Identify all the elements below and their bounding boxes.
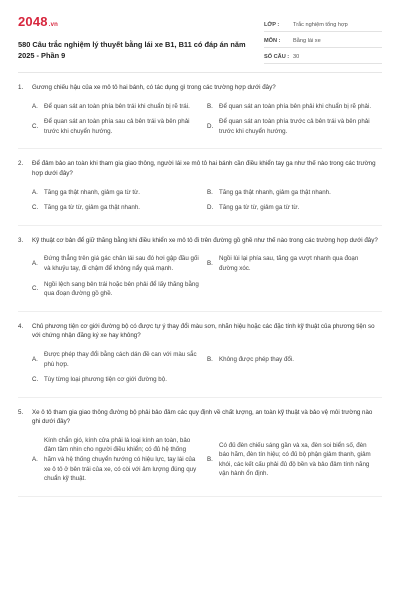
meta-row-subject [264, 32, 382, 48]
meta-key: MÔN : [264, 38, 281, 44]
question-1 [18, 73, 382, 149]
logo-text: 2048 [18, 14, 48, 29]
question-5 [18, 398, 382, 497]
logo-suffix: .vn [48, 22, 59, 28]
meta-key: SỐ CÂU : [264, 54, 290, 60]
option-letter: B. [207, 260, 213, 268]
question-number: 1. [18, 84, 24, 91]
question-stem [18, 408, 382, 427]
option-letter: B. [207, 355, 213, 363]
option-letter: A. [32, 188, 38, 196]
option-letter: C. [32, 285, 39, 293]
meta-value: 30 [293, 54, 300, 60]
header-left [18, 14, 250, 61]
option-letter: C. [32, 204, 39, 212]
document-meta [264, 16, 382, 64]
option-letter: B. [207, 102, 213, 110]
answer-option-b[interactable] [207, 185, 382, 201]
option-text: Ngồi lùi lại phía sau, tăng ga vượt nhanh qua đoạn đường xóc. [219, 255, 359, 272]
answer-option-c[interactable] [32, 372, 207, 388]
option-letter: D. [207, 204, 214, 212]
page-header [18, 14, 382, 73]
question-stem [18, 159, 382, 178]
answer-option-a[interactable] [32, 433, 207, 487]
answer-option-b[interactable] [207, 433, 382, 487]
option-text: Ngồi lệch sang bên trái hoặc bên phải để lấy thăng bằng qua đoạn đường gồ ghề. [44, 280, 199, 298]
question-text: Kỹ thuật cơ bản để giữ thăng bằng khi điều khiển xe mô tô đi trên đường gồ ghề như thế nào trong các trường hợp dưới đây? [32, 236, 378, 244]
question-number: 4. [18, 322, 24, 330]
option-text: Tăng ga từ từ, giảm ga thật nhanh. [44, 204, 140, 212]
option-letter: A. [32, 102, 38, 110]
question-4 [18, 312, 382, 398]
answer-option-a[interactable] [32, 185, 207, 201]
question-2 [18, 149, 382, 225]
question-text: Gương chiếu hậu của xe mô tô hai bánh, có tác dụng gì trong các trường hợp dưới đây? [32, 84, 276, 91]
option-text: Tăng ga từ từ, giảm ga từ từ. [219, 204, 300, 212]
option-text: Đứng thẳng trên giá gác chân lái sau đó hơi gập đầu gối và khuỷu tay, đi chậm để không nẩy quá mạnh. [44, 255, 199, 272]
option-letter: C. [32, 376, 39, 384]
question-number: 5. [18, 408, 24, 416]
answer-options [18, 185, 382, 216]
question-text: Xe ô tô tham gia giao thông đường bộ phải bảo đảm các quy định về chất lượng, an toàn kỹ thuật và bảo vệ môi trường nào ghi dưới đây? [32, 408, 373, 426]
question-number: 3. [18, 236, 24, 244]
answer-option-d[interactable] [207, 200, 382, 216]
site-logo[interactable] [18, 14, 250, 33]
answer-option-c[interactable] [32, 277, 207, 302]
answer-option-a[interactable] [32, 347, 207, 372]
answer-options [18, 99, 382, 140]
option-text: Không được phép thay đổi. [219, 355, 294, 363]
answer-option-d[interactable] [207, 114, 382, 139]
answer-option-a[interactable] [32, 99, 207, 115]
meta-value: Trắc nghiệm tổng hợp [293, 22, 348, 28]
answer-options [18, 433, 382, 487]
question-number: 2. [18, 160, 24, 168]
option-text: Được phép thay đổi bằng cách dán đề can với màu sắc phù hợp. [44, 350, 197, 368]
question-text: Chủ phương tiện cơ giới đường bộ có được tự ý thay đổi màu sơn, nhãn hiệu hoặc các đặc tính kỹ thuật của phương tiện so với chứng nhận đăng ký xe hay không? [32, 322, 375, 340]
answer-option-c[interactable] [32, 200, 207, 216]
answer-options [18, 347, 382, 388]
meta-value: Bằng lái xe [293, 38, 321, 44]
option-text: Tăng ga thật nhanh, giảm ga thật nhanh. [219, 188, 331, 196]
meta-row-count [264, 48, 382, 64]
option-text: Để quan sát an toàn phía bên phải khi chuẩn bị rẽ phải. [219, 102, 372, 110]
option-letter: A. [32, 260, 38, 268]
option-letter: D. [207, 122, 214, 130]
option-text: Để quan sát an toàn phía trước cả bên trái và bên phải trước khi chuyển hướng. [219, 118, 370, 135]
question-text: Để đảm bảo an toàn khi tham gia giao thông, người lái xe mô tô hai bánh cần điều khiển tay ga như thế nào trong các trường hợp dưới đây? [32, 160, 376, 177]
document-title: 580 Câu trắc nghiệm lý thuyết bằng lái xe B1, B11 có đáp án năm 2025 - Phần 9 [18, 40, 246, 60]
meta-row-class [264, 16, 382, 32]
answer-option-b[interactable] [207, 99, 382, 115]
option-letter: A. [32, 456, 38, 464]
answer-option-b[interactable] [207, 251, 382, 276]
option-text: Tăng ga thật nhanh, giảm ga từ từ. [44, 188, 140, 196]
option-letter: B. [207, 188, 213, 196]
option-letter: C. [32, 122, 39, 130]
answer-options [18, 251, 382, 301]
option-letter: B. [207, 456, 213, 464]
option-text: Kính chắn gió, kính cửa phải là loại kính an toàn, bảo đảm tầm nhìn cho người điều khiển; có đủ hệ thống hãm và hệ thống chuyển hướng có hiệu lực, tay lái của xe ô tô ở bên trái của xe, có còi với âm lượng đúng quy chuẩn kỹ thuật. [44, 436, 197, 483]
question-stem [18, 83, 382, 93]
question-stem [18, 236, 382, 246]
meta-key: LỚP : [264, 22, 280, 28]
question-3 [18, 226, 382, 312]
option-text: Tùy từng loại phương tiện cơ giới đường bộ. [44, 376, 167, 384]
answer-option-c[interactable] [32, 114, 207, 139]
answer-option-b[interactable] [207, 347, 382, 372]
option-text: Có đủ đèn chiếu sáng gần và xa, đèn soi biển số, đèn báo hãm, đèn tín hiệu; có đủ bộ phận giảm thanh, giảm khói, các kết cấu phải đủ độ bền và bảo đảm tính năng vận hành ổn định. [219, 441, 371, 478]
option-letter: A. [32, 355, 38, 363]
question-stem [18, 322, 382, 341]
answer-option-a[interactable] [32, 251, 207, 276]
option-text: Để quan sát an toàn phía sau cả bên trái và bên phải trước khi chuyển hướng. [44, 118, 190, 135]
option-text: Để quan sát an toàn phía bên trái khi chuẩn bị rẽ trái. [44, 102, 190, 110]
